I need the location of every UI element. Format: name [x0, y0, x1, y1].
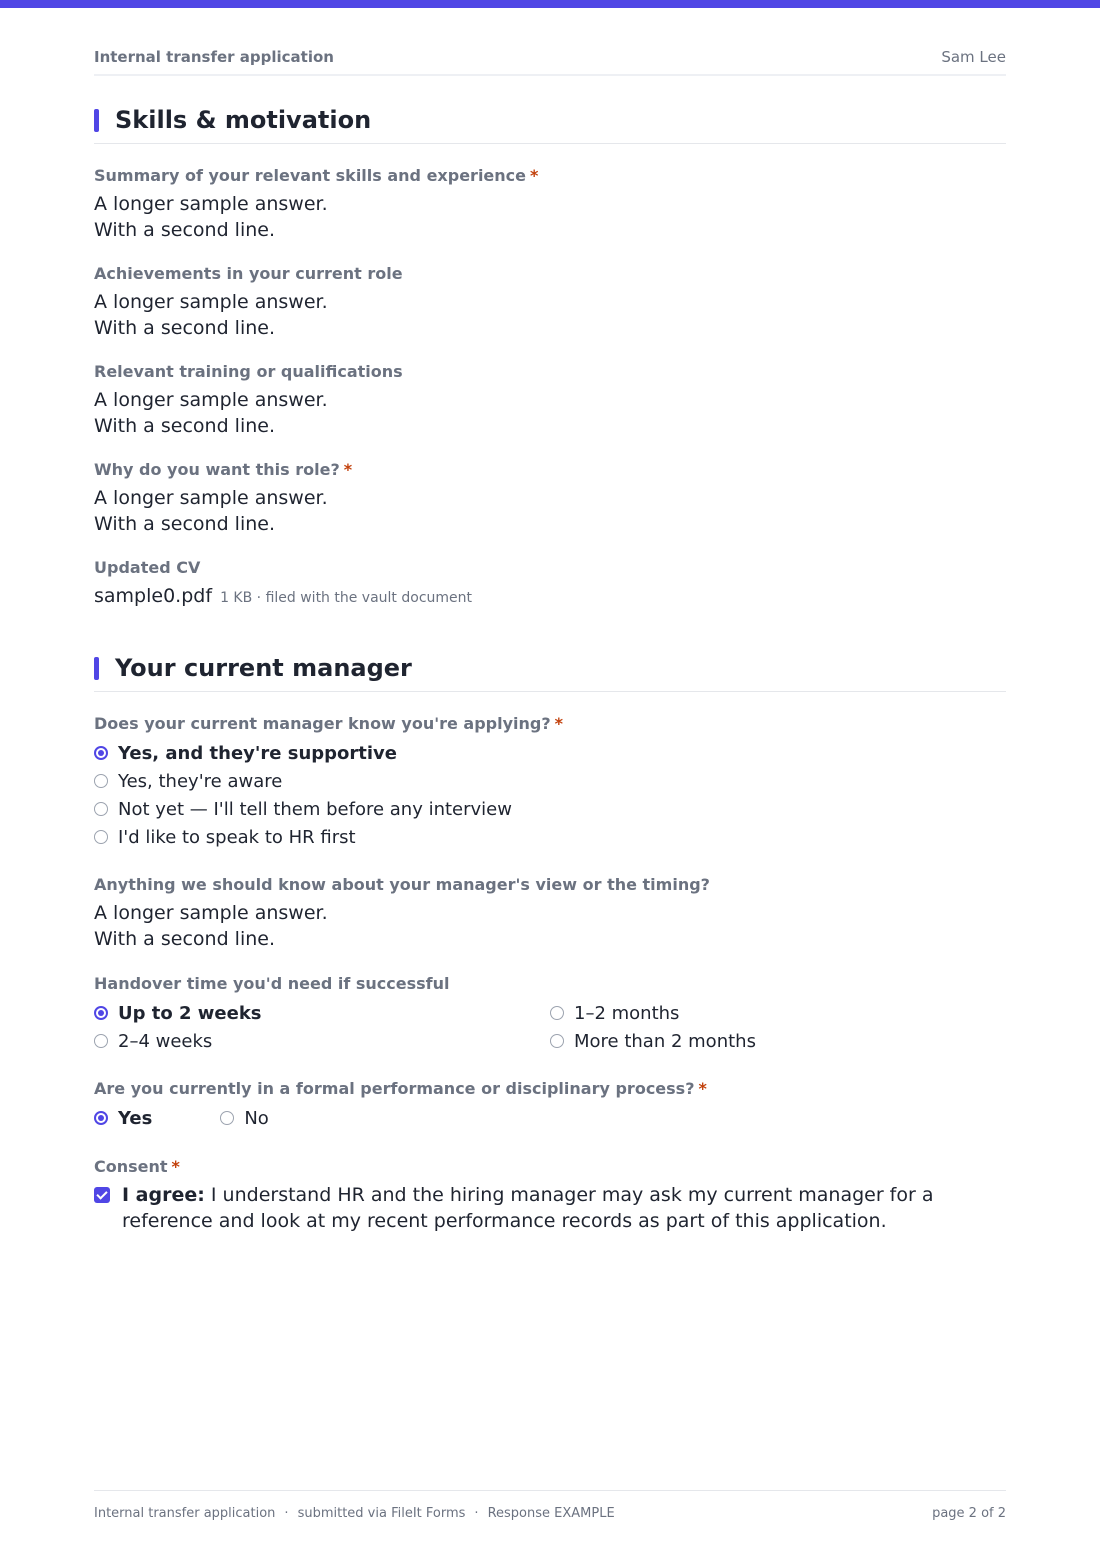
radio-empty-icon — [94, 1034, 108, 1048]
field-why-role — [94, 460, 1006, 537]
form-response-content — [94, 100, 1006, 1234]
field-updated-cv — [94, 558, 1006, 611]
section-heading-manager — [94, 648, 1006, 692]
field-answer: A longer sample answer. With a second line. — [94, 389, 328, 437]
required-marker: * — [530, 166, 539, 185]
field-label: Achievements in your current role — [94, 264, 403, 283]
field-label: Summary of your relevant skills and experience * — [94, 166, 539, 185]
section-heading-skills — [94, 100, 1006, 144]
field-label: Handover time you'd need if successful — [94, 974, 450, 993]
file-meta: 1 KB · filed with the vault document — [220, 590, 473, 606]
radio-selected-icon — [94, 1111, 108, 1125]
field-handover-time — [94, 974, 1006, 1055]
radio-option[interactable]: 1–2 months — [550, 999, 1006, 1027]
field-label: Why do you want this role? * — [94, 460, 353, 479]
radio-option[interactable]: Yes, and they're supportive — [94, 739, 1006, 767]
header-applicant-name: Sam Lee — [941, 48, 1006, 66]
field-skills-summary — [94, 166, 1006, 243]
field-label: Does your current manager know you're applying? * — [94, 714, 564, 733]
consent-checkbox-row[interactable] — [94, 1182, 1006, 1234]
section-accent-marker — [94, 109, 99, 132]
checkbox-checked-icon[interactable] — [94, 1187, 110, 1203]
field-answer: A longer sample answer. With a second line. — [94, 902, 328, 950]
radio-option[interactable]: Not yet — I'll tell them before any interview — [94, 795, 1006, 823]
consent-text: I agree: I understand HR and the hiring manager may ask my current manager for a reference and look at my recent performance records as part of this application. — [122, 1184, 934, 1232]
required-marker: * — [343, 460, 353, 479]
file-attachment — [94, 583, 1006, 611]
radio-option[interactable]: Up to 2 weeks — [94, 999, 550, 1027]
field-answer: A longer sample answer. With a second line. — [94, 193, 328, 241]
radio-empty-icon — [94, 802, 108, 816]
radio-empty-icon — [94, 830, 108, 844]
field-answer: A longer sample answer. With a second line. — [94, 291, 328, 339]
radio-option[interactable]: I'd like to speak to HR first — [94, 823, 1006, 851]
section-title: Your current manager — [115, 654, 412, 682]
field-training — [94, 362, 1006, 439]
field-achievements — [94, 264, 1006, 341]
radio-empty-icon — [550, 1006, 564, 1020]
field-label: Updated CV — [94, 558, 201, 577]
radio-group — [94, 1104, 1006, 1132]
field-manager-view — [94, 875, 1006, 952]
file-name-link[interactable]: sample0.pdf — [94, 585, 213, 607]
field-formal-process — [94, 1079, 1006, 1132]
top-accent-bar — [0, 0, 1100, 8]
section-accent-marker — [94, 657, 99, 680]
radio-option[interactable]: Yes, they're aware — [94, 767, 1006, 795]
radio-empty-icon — [550, 1034, 564, 1048]
field-label: Relevant training or qualifications — [94, 362, 403, 381]
radio-option[interactable]: More than 2 months — [550, 1027, 1006, 1055]
field-label: Consent * — [94, 1157, 180, 1176]
required-marker: * — [171, 1157, 180, 1176]
running-header — [94, 48, 1006, 76]
radio-selected-icon — [94, 746, 108, 760]
radio-group — [94, 739, 1006, 851]
field-consent — [94, 1157, 1006, 1234]
footer-info: Internal transfer application · submitted via FileIt Forms · Response EXAMPLE — [94, 1506, 615, 1521]
radio-option[interactable]: Yes — [94, 1104, 152, 1132]
header-document-title: Internal transfer application — [94, 48, 334, 66]
radio-empty-icon — [220, 1111, 234, 1125]
field-answer: A longer sample answer. With a second line. — [94, 487, 328, 535]
field-label: Anything we should know about your manager's view or the timing? — [94, 875, 710, 894]
field-label: Are you currently in a formal performance or disciplinary process? * — [94, 1079, 707, 1098]
radio-option[interactable]: 2–4 weeks — [94, 1027, 550, 1055]
section-title: Skills & motivation — [115, 106, 372, 134]
radio-group — [94, 999, 1006, 1055]
required-marker: * — [554, 714, 564, 733]
radio-selected-icon — [94, 1006, 108, 1020]
field-manager-knows — [94, 714, 1006, 851]
footer-page-number: page 2 of 2 — [932, 1506, 1006, 1521]
radio-option[interactable]: No — [220, 1104, 268, 1132]
required-marker: * — [698, 1079, 707, 1098]
page-footer — [94, 1490, 1006, 1521]
radio-empty-icon — [94, 774, 108, 788]
